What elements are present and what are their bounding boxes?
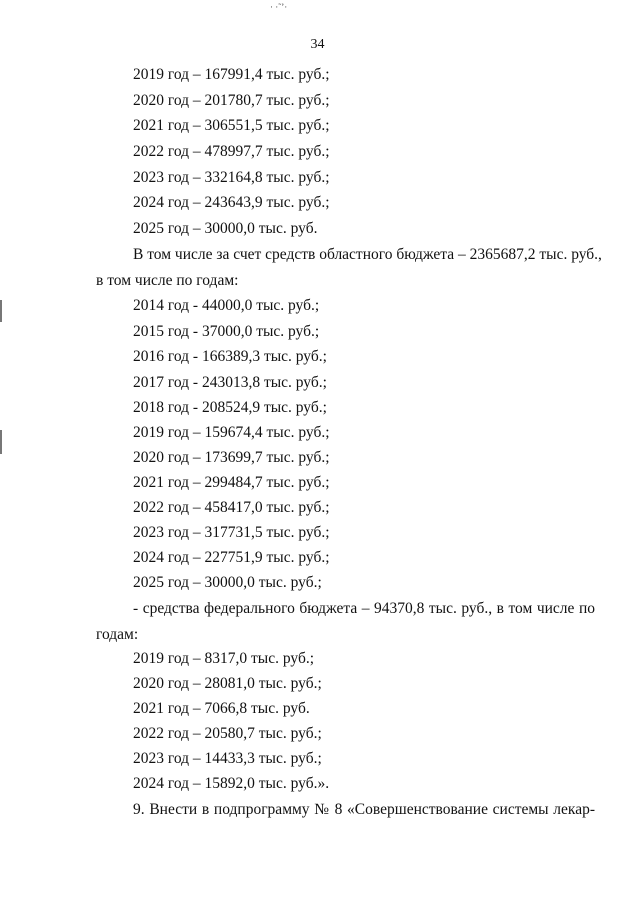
list-item: 2025 год – 30000,0 тыс. руб.; bbox=[133, 574, 322, 591]
list-item: 2015 год - 37000,0 тыс. руб.; bbox=[133, 323, 320, 340]
list-item: 2019 год – 159674,4 тыс. руб.; bbox=[133, 424, 330, 441]
paragraph-line: в том числе по годам: bbox=[96, 272, 239, 289]
paragraph-line: 9. Внести в подпрограмму № 8 «Совершенствование системы лекар- bbox=[133, 801, 595, 818]
list-item: 2022 год – 478997,7 тыс. руб.; bbox=[133, 143, 330, 160]
list-item: 2014 год - 44000,0 тыс. руб.; bbox=[133, 297, 320, 314]
list-item: 2023 год – 332164,8 тыс. руб.; bbox=[133, 169, 330, 186]
list-item: 2018 год - 208524,9 тыс. руб.; bbox=[133, 399, 327, 416]
left-margin-mark bbox=[0, 300, 2, 322]
list-item: 2021 год – 7066,8 тыс. руб. bbox=[133, 700, 310, 717]
scan-mark: · ·˜’· bbox=[270, 2, 288, 12]
list-item: 2024 год – 227751,9 тыс. руб.; bbox=[133, 549, 330, 566]
list-item: 2023 год – 14433,3 тыс. руб.; bbox=[133, 750, 322, 767]
list-item: 2021 год – 299484,7 тыс. руб.; bbox=[133, 474, 330, 491]
list-item: 2022 год – 458417,0 тыс. руб.; bbox=[133, 499, 330, 516]
list-item: 2017 год - 243013,8 тыс. руб.; bbox=[133, 374, 327, 391]
list-item: 2020 год – 173699,7 тыс. руб.; bbox=[133, 449, 330, 466]
page-number: 34 bbox=[310, 37, 325, 52]
paragraph-line: - средства федерального бюджета – 94370,8 тыс. руб., в том числе по bbox=[133, 600, 595, 617]
list-item: 2025 год – 30000,0 тыс. руб. bbox=[133, 220, 318, 237]
list-item: 2020 год – 201780,7 тыс. руб.; bbox=[133, 92, 330, 109]
paragraph-line: годам: bbox=[96, 626, 139, 643]
list-item: 2020 год – 28081,0 тыс. руб.; bbox=[133, 675, 322, 692]
paragraph-line: В том числе за счет средств областного бюджета – 2365687,2 тыс. руб., bbox=[133, 246, 602, 263]
list-item: 2019 год – 167991,4 тыс. руб.; bbox=[133, 66, 330, 83]
left-margin-mark bbox=[0, 430, 2, 454]
list-item: 2019 год – 8317,0 тыс. руб.; bbox=[133, 650, 315, 667]
list-item: 2024 год – 243643,9 тыс. руб.; bbox=[133, 194, 330, 211]
list-item: 2024 год – 15892,0 тыс. руб.». bbox=[133, 775, 330, 792]
list-item: 2022 год – 20580,7 тыс. руб.; bbox=[133, 725, 322, 742]
list-item: 2016 год - 166389,3 тыс. руб.; bbox=[133, 348, 327, 365]
list-item: 2021 год – 306551,5 тыс. руб.; bbox=[133, 117, 330, 134]
list-item: 2023 год – 317731,5 тыс. руб.; bbox=[133, 524, 330, 541]
